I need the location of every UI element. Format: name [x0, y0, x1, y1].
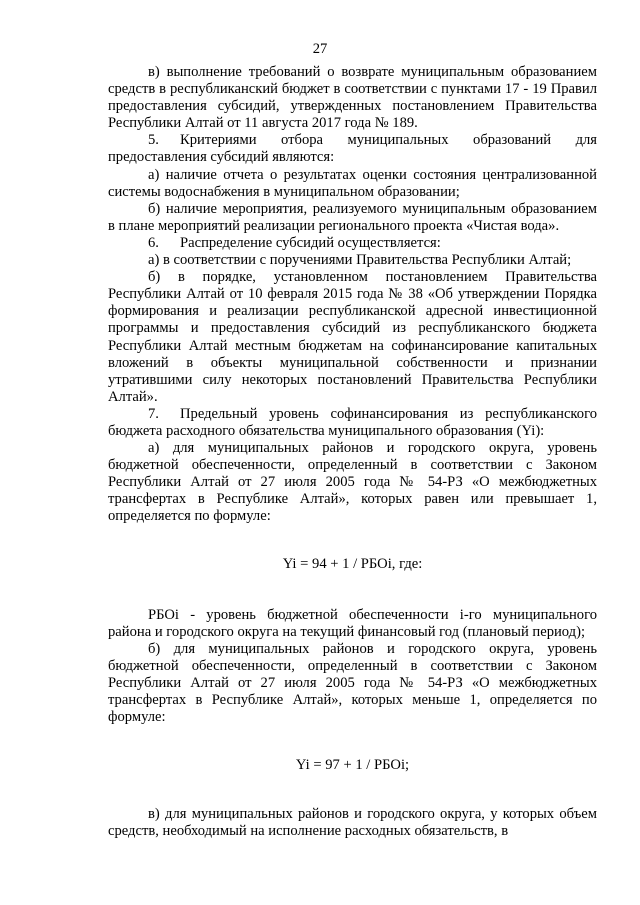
paragraph-v-return: в) выполнение требований о возврате муниципальным образованием средств в республиканский бюджет в соответствии с пунктами 17 - 19 Правил предоставления субсидий, утвержденных постановлением Правительства Республики Алтай от 11 августа 2017 года № 189.	[108, 64, 597, 132]
section-5-number: 5.	[148, 132, 159, 149]
section-7-item-a: а) для муниципальных районов и городского округа, уровень бюджетной обеспеченности, определенный в соответствии с Законом Республики Алтай от 27 июля 2005 года № 54-РЗ «О межбюджетных трансфертах в Республике Алтай», которых равен или превышает 1, определяется по формуле:	[108, 440, 597, 525]
section-6-heading	[108, 235, 597, 252]
page-number: 27	[312, 41, 328, 57]
section-7-item-b: б) для муниципальных районов и городского округа, уровень бюджетной обеспеченности, определенный в соответствии с Законом Республики Алтай от 27 июля 2005 года № 54-РЗ «О межбюджетных трансфертах в Республике Алтай», которых меньше 1, определяется по формуле:	[108, 640, 597, 726]
section-5-text: Критериями отбора муниципальных образований для предоставления субсидий являются:	[108, 132, 597, 166]
section-5-item-b: б) наличие мероприятия, реализуемого муниципальным образованием в плане мероприятий реализации регионального проекта «Чистая вода».	[108, 200, 597, 234]
section-5-item-a: а) наличие отчета о результатах оценки состояния централизованной системы водоснабжения в муниципальном образовании;	[108, 166, 597, 200]
section-6-item-a: а) в соответствии с поручениями Правительства Республики Алтай;	[148, 252, 572, 269]
section-6-number: 6.	[148, 234, 159, 251]
formula-1: Yi = 94 + 1 / РБОi, где:	[282, 555, 423, 572]
section-7-number: 7.	[148, 405, 159, 422]
document-body	[108, 64, 597, 841]
section-7-text: Предельный уровень софинансирования из республиканского бюджета расходного обязательства муниципального образования (Yi):	[108, 405, 597, 439]
section-5-heading	[108, 132, 597, 166]
section-7-heading	[108, 406, 597, 440]
section-6-item-b: б) в порядке, установленном постановлением Правительства Республики Алтай от 10 февраля 2015 года № 38 «Об утверждении Порядка формирования и реализации республиканской адресной инвестиционной программы и предоставления субсидий из республиканского бюджета Республики Алтай местным бюджетам на софинансирование капитальных вложений в объекты муниципальной собственности и признании утратившими силу некоторых постановлений Правительства Республики Алтай».	[108, 269, 597, 405]
formula-2: Yi = 97 + 1 / РБОi;	[295, 757, 410, 774]
section-7-item-v: в) для муниципальных районов и городского округа, у которых объем средств, необходимый на исполнение расходных обязательств, в	[108, 806, 597, 840]
section-6-text: Распределение субсидий осуществляется:	[180, 234, 441, 251]
rboi-definition: РБОi - уровень бюджетной обеспеченности i-го муниципального района и городского округа на текущий финансовый год (плановый период);	[108, 606, 597, 640]
